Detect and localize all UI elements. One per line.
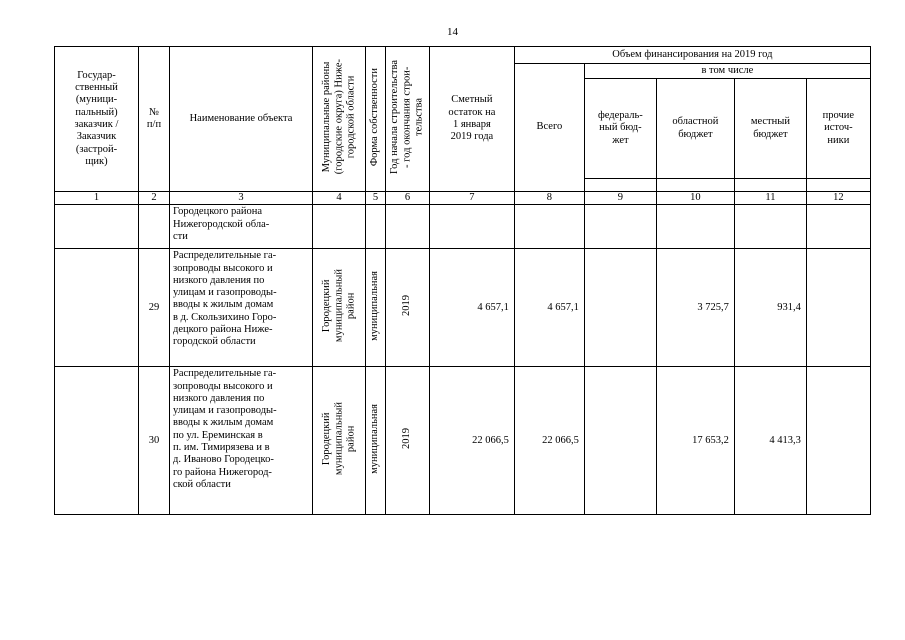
cell-federal (584, 249, 656, 367)
header-num: № п/п (139, 47, 170, 192)
cell-regional (656, 205, 734, 249)
header-regional: областной бюджет (656, 79, 734, 179)
column-number: 5 (366, 192, 386, 205)
header-object-name: Наименование объекта (170, 47, 313, 192)
header-years: Год начала строительства - год окончания строи- тельства (386, 47, 430, 192)
cell-local: 931,4 (734, 249, 806, 367)
column-number: 10 (656, 192, 734, 205)
header-other: прочие источ- ники (806, 79, 870, 179)
header-customer: Государ- ственный (муници- пальный) заказчик / Заказчик (застрой- щик) (55, 47, 139, 192)
cell-local: 4 413,3 (734, 367, 806, 515)
cell-years: 2019 (386, 249, 430, 367)
cell-federal (584, 205, 656, 249)
cell-customer (55, 205, 139, 249)
cell-customer (55, 367, 139, 515)
page-number: 14 (447, 26, 458, 38)
cell-ownership: муниципальная (366, 367, 386, 515)
column-number: 2 (139, 192, 170, 205)
column-number: 11 (734, 192, 806, 205)
header-federal: федераль- ный бюд- жет (584, 79, 656, 179)
table-row (55, 249, 871, 367)
column-number: 4 (313, 192, 366, 205)
cell-num: 29 (139, 249, 170, 367)
cell-total (514, 205, 584, 249)
header-ownership: Форма собственности (366, 47, 386, 192)
column-number: 9 (584, 192, 656, 205)
table-row (55, 205, 871, 249)
cell-regional: 3 725,7 (656, 249, 734, 367)
cell-local (734, 205, 806, 249)
cell-object-name: Городецкого района Нижегородской обла- сти (170, 205, 313, 249)
cell-balance: 4 657,1 (429, 249, 514, 367)
header-estimated-balance: Сметный остаток на 1 января 2019 года (429, 47, 514, 192)
column-number: 1 (55, 192, 139, 205)
cell-total: 4 657,1 (514, 249, 584, 367)
column-number: 7 (429, 192, 514, 205)
column-number: 8 (514, 192, 584, 205)
table-row (55, 367, 871, 515)
header-including: в том числе (584, 64, 870, 79)
cell-customer (55, 249, 139, 367)
cell-num: 30 (139, 367, 170, 515)
cell-object-name: Распределительные га- зопроводы высокого и низкого давления по улицам и газопроводы- вводы к жилым домам по ул. Ереминская в п. им. Тимирязева и в д. Иваново Городецко- го района Нижегород- ской области (170, 367, 313, 515)
header-district: Муниципальные районы (городские округа) Ниже- городской области (313, 47, 366, 192)
column-numbers-row (55, 192, 871, 205)
cell-federal (584, 367, 656, 515)
cell-ownership (366, 205, 386, 249)
cell-other (806, 249, 870, 367)
cell-district: Городецкий муниципальный район (313, 249, 366, 367)
column-number: 6 (386, 192, 430, 205)
cell-balance: 22 066,5 (429, 367, 514, 515)
cell-years (386, 205, 430, 249)
cell-years: 2019 (386, 367, 430, 515)
financing-table (54, 46, 871, 515)
cell-district: Городецкий муниципальный район (313, 367, 366, 515)
column-number: 12 (806, 192, 870, 205)
cell-other (806, 367, 870, 515)
cell-balance (429, 205, 514, 249)
header-total: Всего (514, 64, 584, 192)
cell-object-name: Распределительные га- зопроводы высокого и низкого давления по улицам и газопроводы- вводы к жилым домам в д. Скользихино Горо- децкого района Ниже- городской области (170, 249, 313, 367)
header-local: местный бюджет (734, 79, 806, 179)
header-funding-title: Объем финансирования на 2019 год (514, 47, 870, 64)
column-number: 3 (170, 192, 313, 205)
cell-total: 22 066,5 (514, 367, 584, 515)
cell-district (313, 205, 366, 249)
cell-num (139, 205, 170, 249)
cell-regional: 17 653,2 (656, 367, 734, 515)
cell-ownership: муниципальная (366, 249, 386, 367)
cell-other (806, 205, 870, 249)
